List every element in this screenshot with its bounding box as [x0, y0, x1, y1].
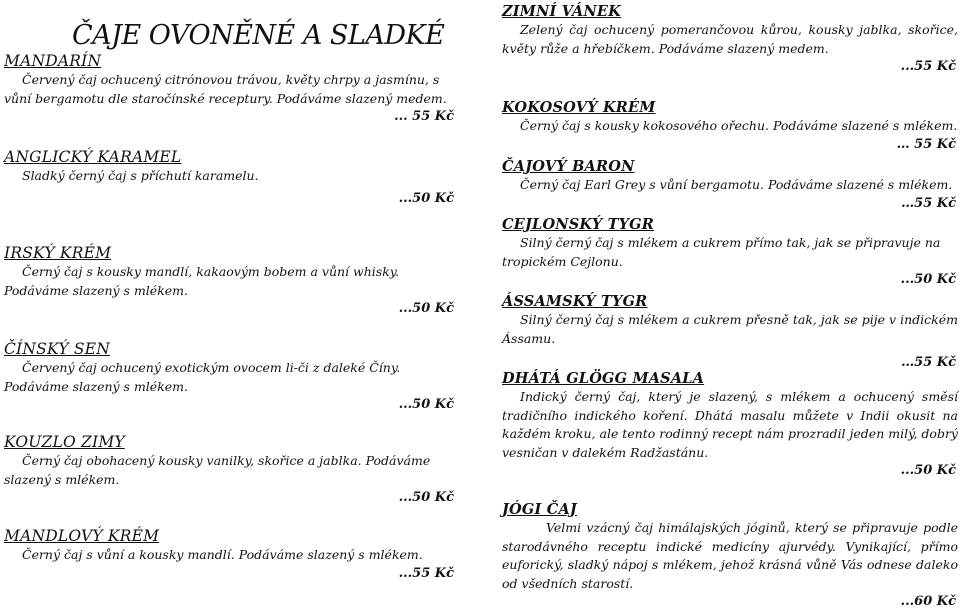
item-description: Černý čaj s kousky kokosového ořechu. Podáváme slazené s mlékem. [520, 118, 958, 133]
item-name: MANDARÍN [4, 52, 102, 70]
item-price: ...50 Kč [900, 463, 956, 478]
page-title: ČAJE OVONĚNÉ A SLADKÉ [72, 20, 445, 52]
item-price: …55 Kč [901, 355, 956, 370]
item-description: Červený čaj ochucený citrónovou trávou, květy chrpy a jasmínu, s vůní bergamotu dle staročínské receptury. Podáváme slazený medem. [4, 72, 447, 106]
menu-item-cinsky-sen [4, 340, 458, 414]
item-price: ...50 Kč [398, 397, 454, 412]
item-name: JÓGI ČAJ [502, 501, 577, 518]
item-price: … 55 Kč [896, 136, 956, 152]
item-name: ČÍNSKÝ SEN [4, 340, 110, 358]
item-description: Červený čaj ochucený exotickým ovocem li-či z daleké Číny. Podáváme slazený s mlékem. [4, 360, 401, 394]
item-name: ÁSSAMSKÝ TYGR [502, 293, 648, 310]
menu-item-dhata-glogg-masala [502, 369, 958, 480]
item-description: Černý čaj s vůní a kousky mandlí. Podáváme slazený s mlékem. [22, 547, 423, 562]
menu-item-kokosovy-krem [502, 98, 958, 154]
item-description: Velmi vzácný čaj himálajských jóginů, který se připravuje podle starodávného receptu indické medicíny ajurvédy. Vynikající, přímo euforický, sladký nápoj s mlékem, jehož krásná vůně Vás odnese daleko od všedních starostí. [502, 520, 958, 591]
item-description: Černý čaj s kousky mandlí, kakaovým bobem a vůní whisky. Podáváme slazený s mlékem. [4, 264, 400, 298]
item-name: ČAJOVÝ BARON [502, 158, 635, 175]
menu-item-mandarin [4, 52, 458, 126]
item-description: Černý čaj obohacený kousky vanilky, skořice a jablka. Podáváme slazený s mlékem. [4, 453, 431, 487]
item-description: Indický černý čaj, který je slazený, s mlékem a ochucený směsí tradičního indického koření. Dhátá masalu můžete v Indii okusit na každém kroku, ale tento rodinný recept nám prozradil jeden milý, dobrý vesničan v dalekém Radžastánu. [502, 389, 958, 460]
item-name: ANGLICKÝ KARAMEL [4, 148, 182, 166]
item-name: ZIMNÍ VÁNEK [502, 3, 621, 20]
item-description: Zelený čaj ochucený pomerančovou kůrou, kousky jablka, skořice, květy růže a hřebíčkem. Podáváme slazený medem. [502, 22, 958, 56]
item-price: …55 Kč [901, 195, 956, 211]
menu-item-mandlovy-krem [4, 527, 458, 583]
menu-item-anglicky-karamel [4, 148, 458, 208]
item-description: Silný černý čaj s mlékem a cukrem přesně tak, jak se pije v indickém Ássamu. [502, 312, 958, 346]
menu-item-irsky-krem [4, 244, 458, 318]
item-price: ... 55 Kč [394, 109, 454, 124]
item-price: ...50 Kč [398, 301, 454, 316]
menu-item-zimni-vanek [502, 2, 958, 76]
item-name: MANDLOVÝ KRÉM [4, 527, 160, 545]
item-description: Silný černý čaj s mlékem a cukrem přímo tak, jak se připravuje na tropickém Cejlonu. [502, 235, 941, 269]
item-name: IRSKÝ KRÉM [4, 244, 112, 262]
item-price: ...50 Kč [398, 190, 454, 206]
item-price: ...50 Kč [398, 490, 454, 505]
item-name: KOKOSOVÝ KRÉM [502, 99, 656, 116]
item-name: DHÁTÁ GLÖGG MASALA [502, 370, 705, 387]
item-price: ...50 Kč [900, 272, 956, 287]
menu-item-cejlonsky-tygr [502, 215, 958, 289]
menu-item-assamsky-tygr [502, 292, 958, 372]
menu-item-cajovy-baron [502, 157, 958, 213]
item-price: ...55 Kč [398, 565, 454, 581]
item-price: ...55 Kč [900, 59, 956, 74]
menu-item-jogi-caj [502, 500, 958, 611]
item-name: CEJLONSKÝ TYGR [502, 216, 654, 233]
item-price: ...60 Kč [900, 594, 956, 609]
item-name: KOUZLO ZIMY [4, 433, 125, 451]
menu-item-kouzlo-zimy [4, 433, 458, 507]
item-description: Černý čaj Earl Grey s vůní bergamotu. Podáváme slazené s mlékem. [520, 177, 953, 192]
item-description: Sladký černý čaj s příchutí karamelu. [22, 168, 259, 183]
